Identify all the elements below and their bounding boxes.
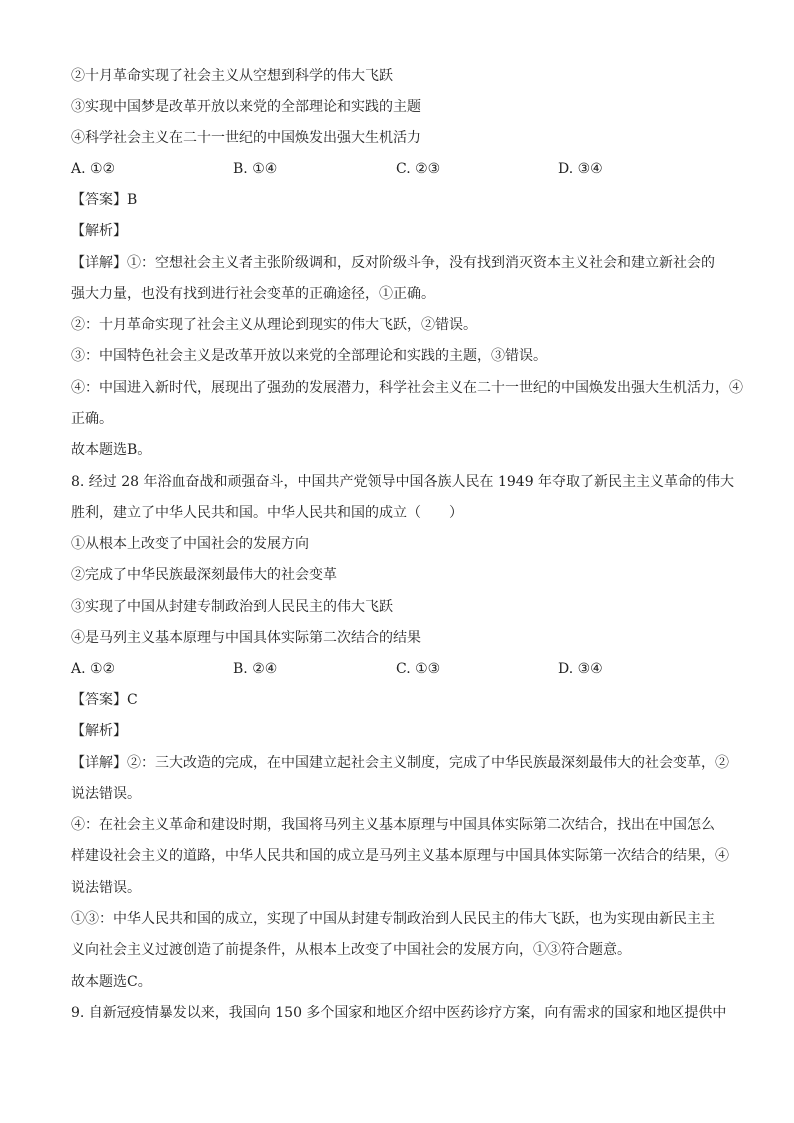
- q7-statement-3: ③实现中国梦是改革开放以来党的全部理论和实践的主题: [71, 99, 421, 115]
- q7-conclusion: 故本题选B。: [71, 442, 152, 458]
- q8-detail-line: 说法错误。: [71, 786, 141, 802]
- q7-detail-line: 正确。: [71, 411, 113, 427]
- q8-detail-line: 样建设社会主义的道路，中华人民共和国的成立是马列主义基本原理与中国具体实际第一次结合的结果，④: [71, 848, 729, 864]
- q8-statement-2: ②完成了中华民族最深刻最伟大的社会变革: [71, 567, 337, 583]
- q8-detail-line: ①③：中华人民共和国的成立，实现了中国从封建专制政治到人民民主的伟大飞跃，也为实现由新民主主: [71, 911, 715, 927]
- q7-statement-4: ④科学社会主义在二十一世纪的中国焕发出强大生机活力: [71, 130, 421, 146]
- q7-option-c: C. ②③: [396, 161, 441, 177]
- q8-option-c: C. ①③: [396, 661, 441, 677]
- q8-statement-3: ③实现了中国从封建专制政治到人民民主的伟大飞跃: [71, 599, 393, 615]
- q7-answer: 【答案】B: [71, 192, 138, 208]
- q8-detail-line: 义向社会主义过渡创造了前提条件，从根本上改变了中国社会的发展方向，①③符合题意。: [71, 942, 631, 958]
- q8-conclusion: 故本题选C。: [71, 974, 152, 990]
- q7-detail-line: ③：中国特色社会主义是改革开放以来党的全部理论和实践的主题，③错误。: [71, 348, 547, 364]
- q8-detail-line: 【详解】②：三大改造的完成，在中国建立起社会主义制度，完成了中华民族最深刻最伟大的社会变革，②: [71, 755, 729, 771]
- q8-option-b: B. ②④: [233, 661, 278, 677]
- q7-option-b: B. ①④: [233, 161, 278, 177]
- q7-detail-line: 强大力量，也没有找到进行社会变革的正确途径，①正确。: [71, 286, 435, 302]
- q8-detail-line: ④：在社会主义革命和建设时期，我国将马列主义基本原理与中国具体实际第二次结合，找出在中国怎么: [71, 817, 715, 833]
- q8-statement-1: ①从根本上改变了中国社会的发展方向: [71, 536, 309, 552]
- q8-option-a: A. ①②: [71, 661, 116, 677]
- q7-analysis-label: 【解析】: [71, 223, 127, 239]
- q7-statement-2: ②十月革命实现了社会主义从空想到科学的伟大飞跃: [71, 68, 393, 84]
- q7-option-d: D. ③④: [558, 161, 603, 177]
- q8-statement-4: ④是马列主义基本原理与中国具体实际第二次结合的结果: [71, 630, 421, 646]
- q8-detail-line: 说法错误。: [71, 880, 141, 896]
- q9-stem-line: 9. 自新冠疫情暴发以来，我国向 150 多个国家和地区介绍中医药诊疗方案，向有需求的国家和地区提供中: [71, 1005, 727, 1021]
- q8-answer: 【答案】C: [71, 692, 138, 708]
- q8-option-d: D. ③④: [558, 661, 603, 677]
- q7-detail-line: 【详解】①：空想社会主义者主张阶级调和，反对阶级斗争，没有找到消灭资本主义社会和建立新社会的: [71, 255, 715, 271]
- q7-detail-line: ④：中国进入新时代，展现出了强劲的发展潜力，科学社会主义在二十一世纪的中国焕发出强大生机活力，④: [71, 380, 743, 396]
- q8-stem-line: 胜利，建立了中华人民共和国。中华人民共和国的成立（ ）: [71, 505, 463, 521]
- q8-analysis-label: 【解析】: [71, 723, 127, 739]
- q7-option-a: A. ①②: [71, 161, 116, 177]
- q7-detail-line: ②：十月革命实现了社会主义从理论到现实的伟大飞跃，②错误。: [71, 317, 477, 333]
- q8-stem-line: 8. 经过 28 年浴血奋战和顽强奋斗，中国共产党领导中国各族人民在 1949 年夺取了新民主主义革命的伟大: [71, 474, 735, 490]
